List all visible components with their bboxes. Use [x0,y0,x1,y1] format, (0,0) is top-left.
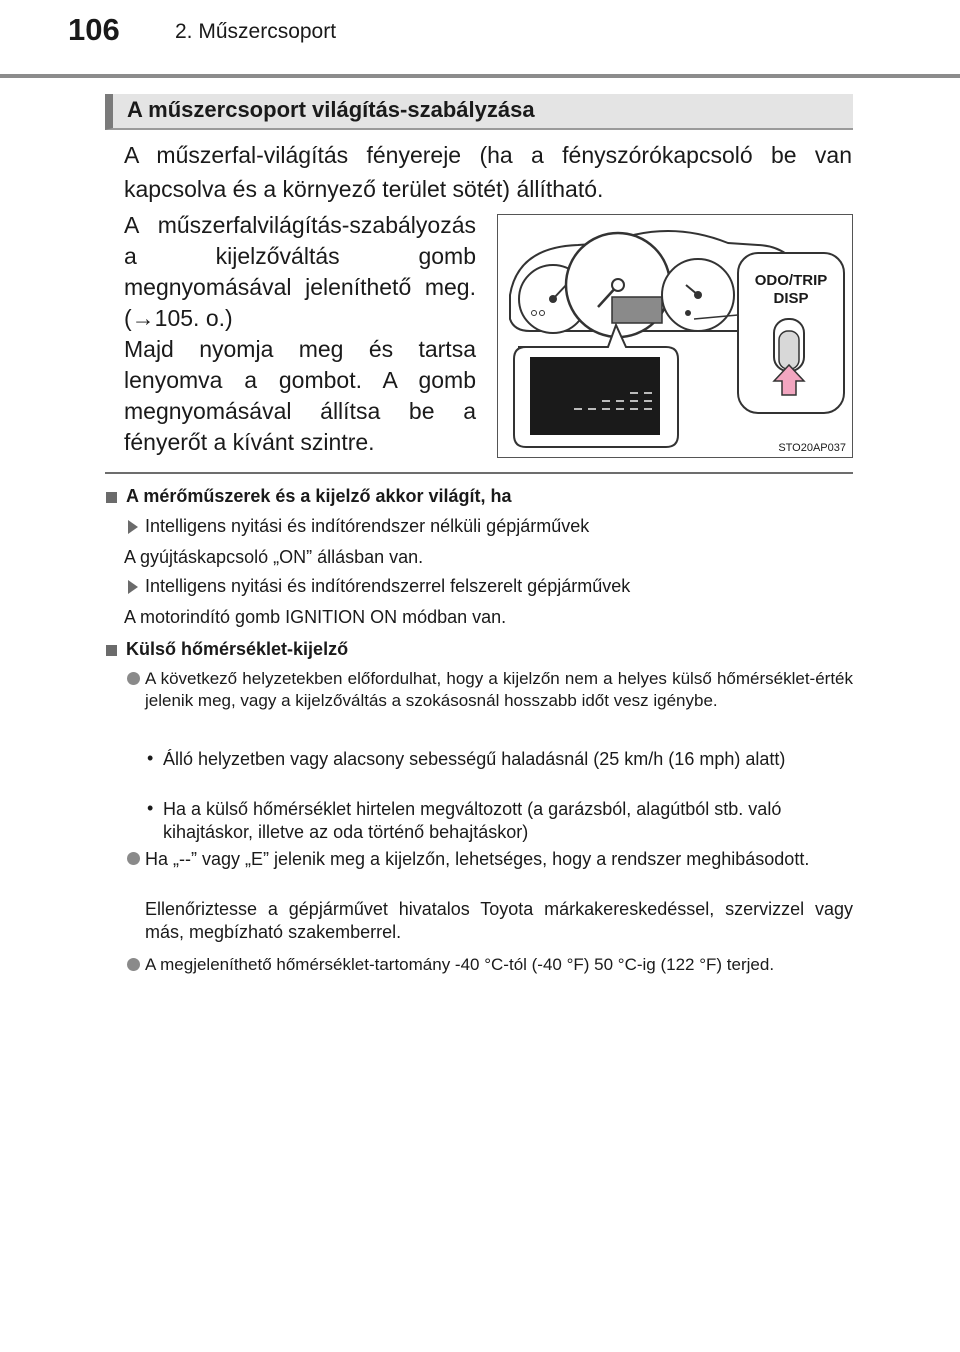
notes-dot-3: A megjeleníthető hőmérséklet-tartomány -40 °C-tól (-40 °F) 50 °C-ig (122 °F) terjed. [145,955,775,974]
header-rule [0,74,960,78]
notes-text-1: A gyújtáskapcsoló „ON” állásban van. [124,547,424,567]
notes-heading-1: A mérőműszerek és a kijelző akkor világít, ha [126,486,512,506]
side-paragraph-1: A műszerfalvilágítás-szabályozás a kijelzőváltás gomb megnyomásával jeleníthető meg. (→105. o.) [124,212,476,331]
notes-item-1: Intelligens nyitási és indítórendszer nélküli gépjárművek [145,516,590,536]
notes-heading-2: Külső hőmérséklet-kijelző [126,639,349,659]
side-paragraph [124,210,476,458]
page-number: 106 [68,12,120,47]
notes-bullet-1: Álló helyzetben vagy alacsony sebességű haladásnál (25 km/h (16 mph) alatt) [163,749,786,769]
chapter-title: 2. Műszercsoport [175,20,337,43]
page-header [0,0,960,80]
intro-paragraph: A műszerfal-világítás fényereje (ha a fényszórókapcsoló be van kapcsolva és a környező terület sötét) állítható. [124,142,852,202]
instrument-figure [497,214,853,458]
button-label-odo: ODO/TRIP [754,272,828,289]
dot-bullet-icon [127,852,140,865]
notes-dot-2b: Ellenőriztesse a gépjárművet hivatalos Toyota márkakereskedéssel, szervizzel vagy más, megbízható szakemberrel. [145,899,853,942]
triangle-bullet-icon [128,580,138,594]
notes-dot-1: A következő helyzetekben előfordulhat, hogy a kijelzőn nem a helyes külső hőmérséklet-érték jelenik meg, vagy a kijelzőváltás a szokásosnál hosszabb időt vesz igénybe. [145,669,853,710]
bullet-mark: • [147,798,154,818]
notes-bullet-2: Ha a külső hőmérséklet hirtelen megváltozott (a garázsból, alagútból stb. való kihajtáskor, illetve az oda történő behajtáskor) [163,799,782,842]
square-bullet-icon [106,492,117,503]
section-divider [105,472,853,474]
side-paragraph-2: Majd nyomja meg és tartsa lenyomva a gombot. A gomb megnyomásával állítsa be a fényerőt a kívánt szintre. [124,336,476,455]
dot-bullet-icon [127,672,140,685]
notes-dot-2: Ha „--” vagy „E” jelenik meg a kijelzőn, lehetséges, hogy a rendszer meghibásodott. [145,849,810,869]
instrument-cluster-icon [498,215,852,457]
section-title-bar [105,94,853,130]
section-title: A műszercsoport világítás-szabályzása [127,97,535,122]
button-label-disp: DISP [773,290,809,307]
bullet-mark: • [147,748,154,768]
notes-item-2: Intelligens nyitási és indítórendszerrel felszerelt gépjárművek [145,576,631,596]
triangle-bullet-icon [128,520,138,534]
display-bars-icon [530,357,660,435]
dot-bullet-icon [127,958,140,971]
square-bullet-icon [106,645,117,656]
notes-text-2: A motorindító gomb IGNITION ON módban van. [124,607,507,627]
figure-code: STO20AP037 [778,442,846,454]
